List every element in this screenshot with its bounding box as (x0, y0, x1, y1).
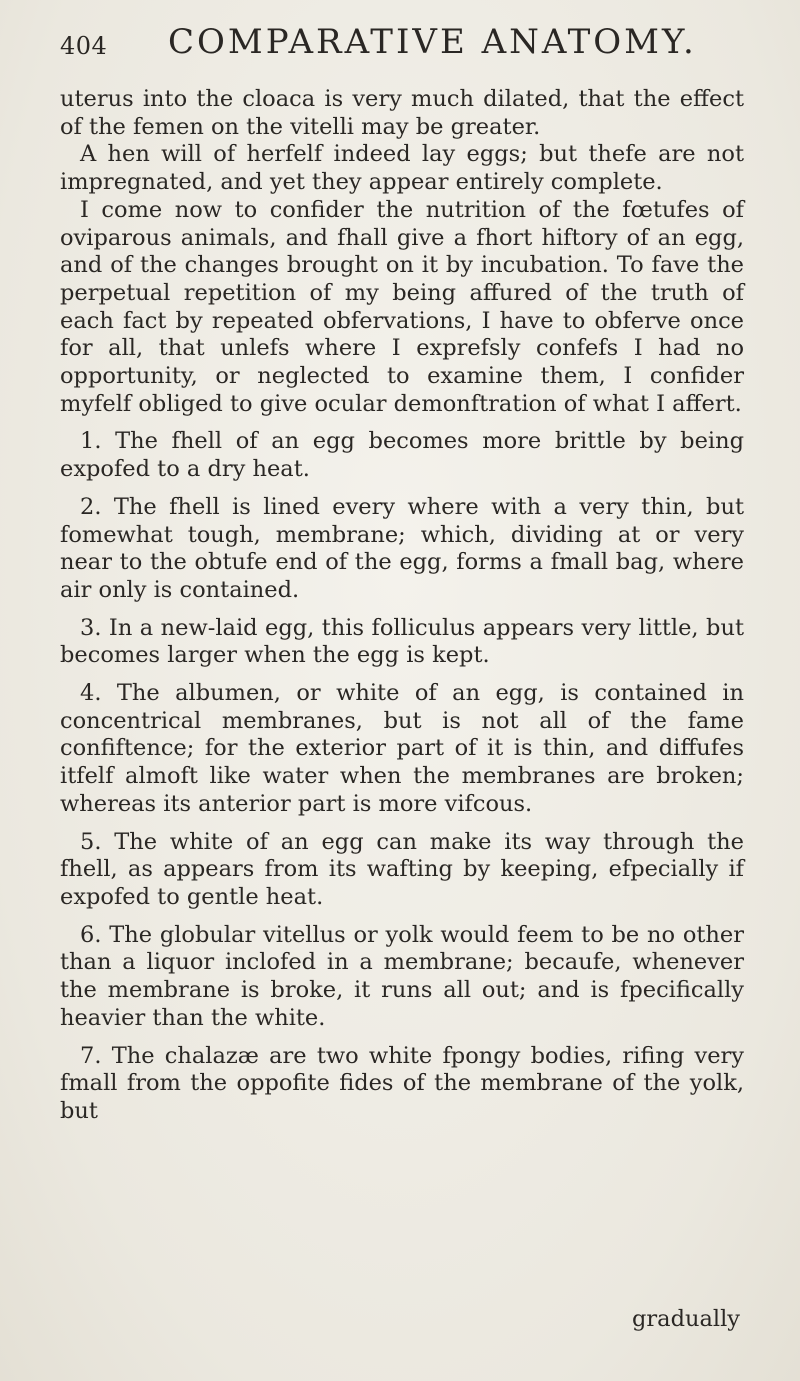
paragraph-nutrition: I come now to confider the nutrition of the fœtufes of oviparous animals, and fhall give a fhort hiftory of an egg, and of the changes brought on it by incubation. To fave the perpetual repetition of my being affured of the truth of each fact by repeated obfervations, I have to obferve once for all, that unlefs where I exprefsly confefs I had no opportunity, or neglected to examine them, I confider myfelf obliged to give ocular demonftration of what I affert. (60, 196, 744, 417)
paragraph-item-1: 1. The fhell of an egg becomes more brittle by being expofed to a dry heat. (60, 428, 744, 483)
paragraph-item-3: 3. In a new-laid egg, this folliculus appears very little, but becomes larger when the egg is kept. (60, 614, 744, 669)
paragraph-item-4: 4. The albumen, or white of an egg, is contained in concentrical membranes, but is not all of the fame confiftence; for the exterior part of it is thin, and diffufes itfelf almoft like water when the membranes are broken; whereas its anterior part is more vifcous. (60, 680, 744, 817)
running-head: COMPARATIVE ANATOMY. (168, 22, 697, 62)
paragraph-item-2: 2. The fhell is lined every where with a very thin, but fomewhat tough, membrane; which, dividing at or very near to the obtufe end of the egg, forms a fmall bag, where air only is contained. (60, 493, 744, 603)
paragraph-continuation: uterus into the cloaca is very much dilated, that the effect of the femen on the vitelli may be greater. (60, 86, 744, 140)
paragraph-item-6: 6. The globular vitellus or yolk would feem to be no other than a liquor inclofed in a membrane; becaufe, whenever the membrane is broke, it runs all out; and is fpecifically heavier than the white. (60, 921, 744, 1031)
catchword: gradually (632, 1306, 740, 1332)
page-header (60, 18, 760, 68)
body-text (60, 86, 744, 1126)
paragraph-item-7: 7. The chalazæ are two white fpongy bodies, rifing very fmall from the oppofite fides of the membrane of the yolk, but (60, 1042, 744, 1124)
page-number: 404 (60, 32, 108, 60)
paragraph-item-5: 5. The white of an egg can make its way through the fhell, as appears from its wafting by keeping, efpecially if expofed to gentle heat. (60, 828, 744, 910)
paragraph-hen: A hen will of herfelf indeed lay eggs; but thefe are not impregnated, and yet they appear entirely complete. (60, 141, 744, 196)
